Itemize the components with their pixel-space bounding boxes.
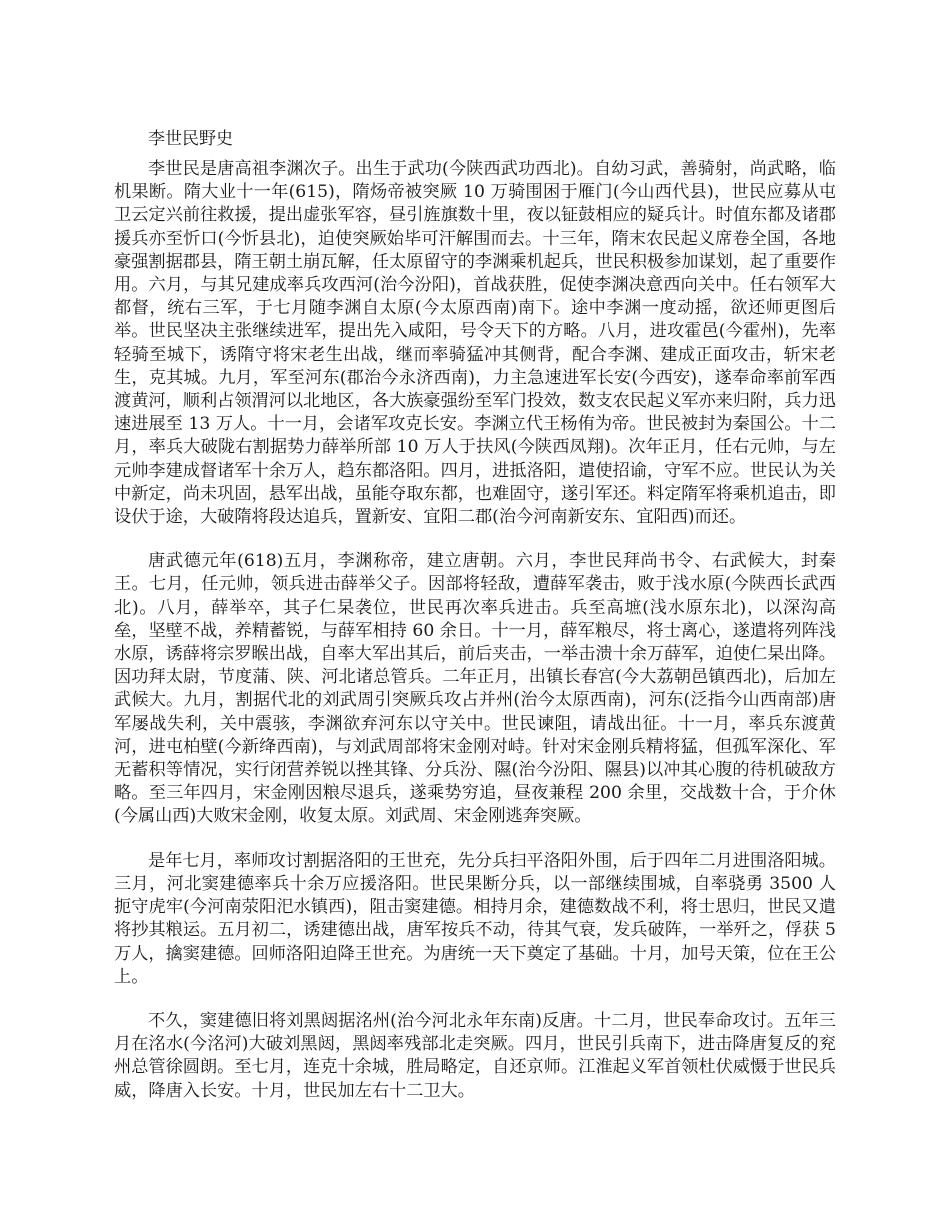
- paragraph: 是年七月，率师攻讨割据洛阳的王世充，先分兵扫平洛阳外围，后于四年二月进围洛阳城。三月，河北窦建德率兵十余万应援洛阳。世民果断分兵，以一部继续围城，自率骁勇 3500 人扼守虎牢(今河南荥阳汜水镇西)，阻击窦建德。相持月余，建德数战不利，将士思归，世民又遣将抄其粮运。五月初二，诱建德出战，唐军按兵不动，待其气衰，发兵破阵，一举歼之，俘获 5 万人，擒窦建德。回师洛阳迫降王世充。为唐统一天下奠定了基础。十月，加号天策，位在王公上。: [114, 850, 836, 987]
- paragraph: 李世民是唐高祖李渊次子。出生于武功(今陕西武功西北)。自幼习武，善骑射，尚武略，临机果断。隋大业十一年(615)，隋炀帝被突厥 10 万骑围困于雁门(今山西代县)，世民应募从屯卫云定兴前往救援，提出虚张军容，昼引旌旗数十里，夜以钲鼓相应的疑兵计。时值东都及诸郡援兵亦至忻口(今忻县北)，迫使突厥始毕可汗解围而去。十三年，隋末农民起义席卷全国，各地豪强割据郡县，隋王朝土崩瓦解，任太原留守的李渊乘机起兵，世民积极参加谋划，起了重要作用。六月，与其兄建成率兵攻西河(治今汾阳)，首战获胜，促使李渊决意西向关中。任右领军大都督，统右三军，于七月随李渊自太原(今太原西南)南下。途中李渊一度动摇，欲还师更图后举。世民坚决主张继续进军，提出先入咸阳，号令天下的方略。八月，进攻霍邑(今霍州)，先率轻骑至城下，诱隋守将宋老生出战，继而率骑猛冲其侧背，配合李渊、建成正面攻击，斩宋老生，克其城。九月，军至河东(郡治今永济西南)，力主急速进军长安(今西安)，遂奉命率前军西渡黄河，顺利占领渭河以北地区，各大族豪强纷至军门投效，数支农民起义军亦来归附，兵力迅速进展至 13 万人。十一月，会诸军攻克长安。李渊立代王杨侑为帝。世民被封为秦国公。十二月，率兵大破陇右割据势力薛举所部 10 万人于扶风(今陕西凤翔)。次年正月，任右元帅，与左元帅李建成督诸军十余万人，趋东都洛阳。四月，进抵洛阳，遣使招谕，守军不应。世民认为关中新定，尚未巩固，悬军出战，虽能夺取东都，也难固守，遂引军还。料定隋军将乘机追击，即设伏于途，大破隋将段达追兵，置新安、宜阳二郡(治今河南新安东、宜阳西)而还。: [114, 159, 836, 528]
- paragraph: 唐武德元年(618)五月，李渊称帝，建立唐朝。六月，李世民拜尚书令、右武候大，封秦王。七月，任元帅，领兵进击薛举父子。因部将轻敌，遭薛军袭击，败于浅水原(今陕西长武西北)。八月，薛举卒，其子仁杲袭位，世民再次率兵进击。兵至高墌(浅水原东北)，以深沟高垒，坚壁不战，养精蓄锐，与薛军相持 60 余日。十一月，薛军粮尽，将士离心，遂遣将列阵浅水原，诱薛将宗罗睺出战，自率大军出其后，前后夹击，一举击溃十余万薛军，迫使仁杲出降。因功拜太尉，节度蒲、陕、河北诸总管兵。二年正月，出镇长春宫(今大荔朝邑镇西北)，后加左武候大。九月，割据代北的刘武周引突厥兵攻占并州(治今太原西南)，河东(泛指今山西南部)唐军屡战失利，关中震骇，李渊欲弃河东以守关中。世民谏阻，请战出征。十一月，率兵东渡黄河，进屯柏壁(今新绛西南)，与刘武周部将宋金刚对峙。针对宋金刚兵精将猛，但孤军深化、军无蓄积等情况，实行闭营养锐以挫其锋、分兵汾、隰(治今汾阳、隰县)以冲其心腹的待机破敌方略。至三年四月，宋金刚因粮尽退兵，遂乘势穷追，昼夜兼程 200 余里，交战数十合，于介休(今属山西)大败宋金刚，收复太原。刘武周、宋金刚逃奔突厥。: [114, 551, 836, 827]
- document-title: 李世民野史: [148, 129, 233, 149]
- paragraph: 不久，窦建德旧将刘黑闼据洺州(治今河北永年东南)反唐。十二月，世民奉命攻讨。五年三月在洺水(今洺河)大破刘黑闼，黑闼率残部北走突厥。四月，世民引兵南下，进击降唐复反的兖州总管徐圆朗。至七月，连克十余城，胜局略定，自还京师。江淮起义军首领杜伏威慑于世民兵威，降唐入长安。十月，世民加左右十二卫大。: [114, 1010, 836, 1101]
- document-body: [114, 158, 836, 1124]
